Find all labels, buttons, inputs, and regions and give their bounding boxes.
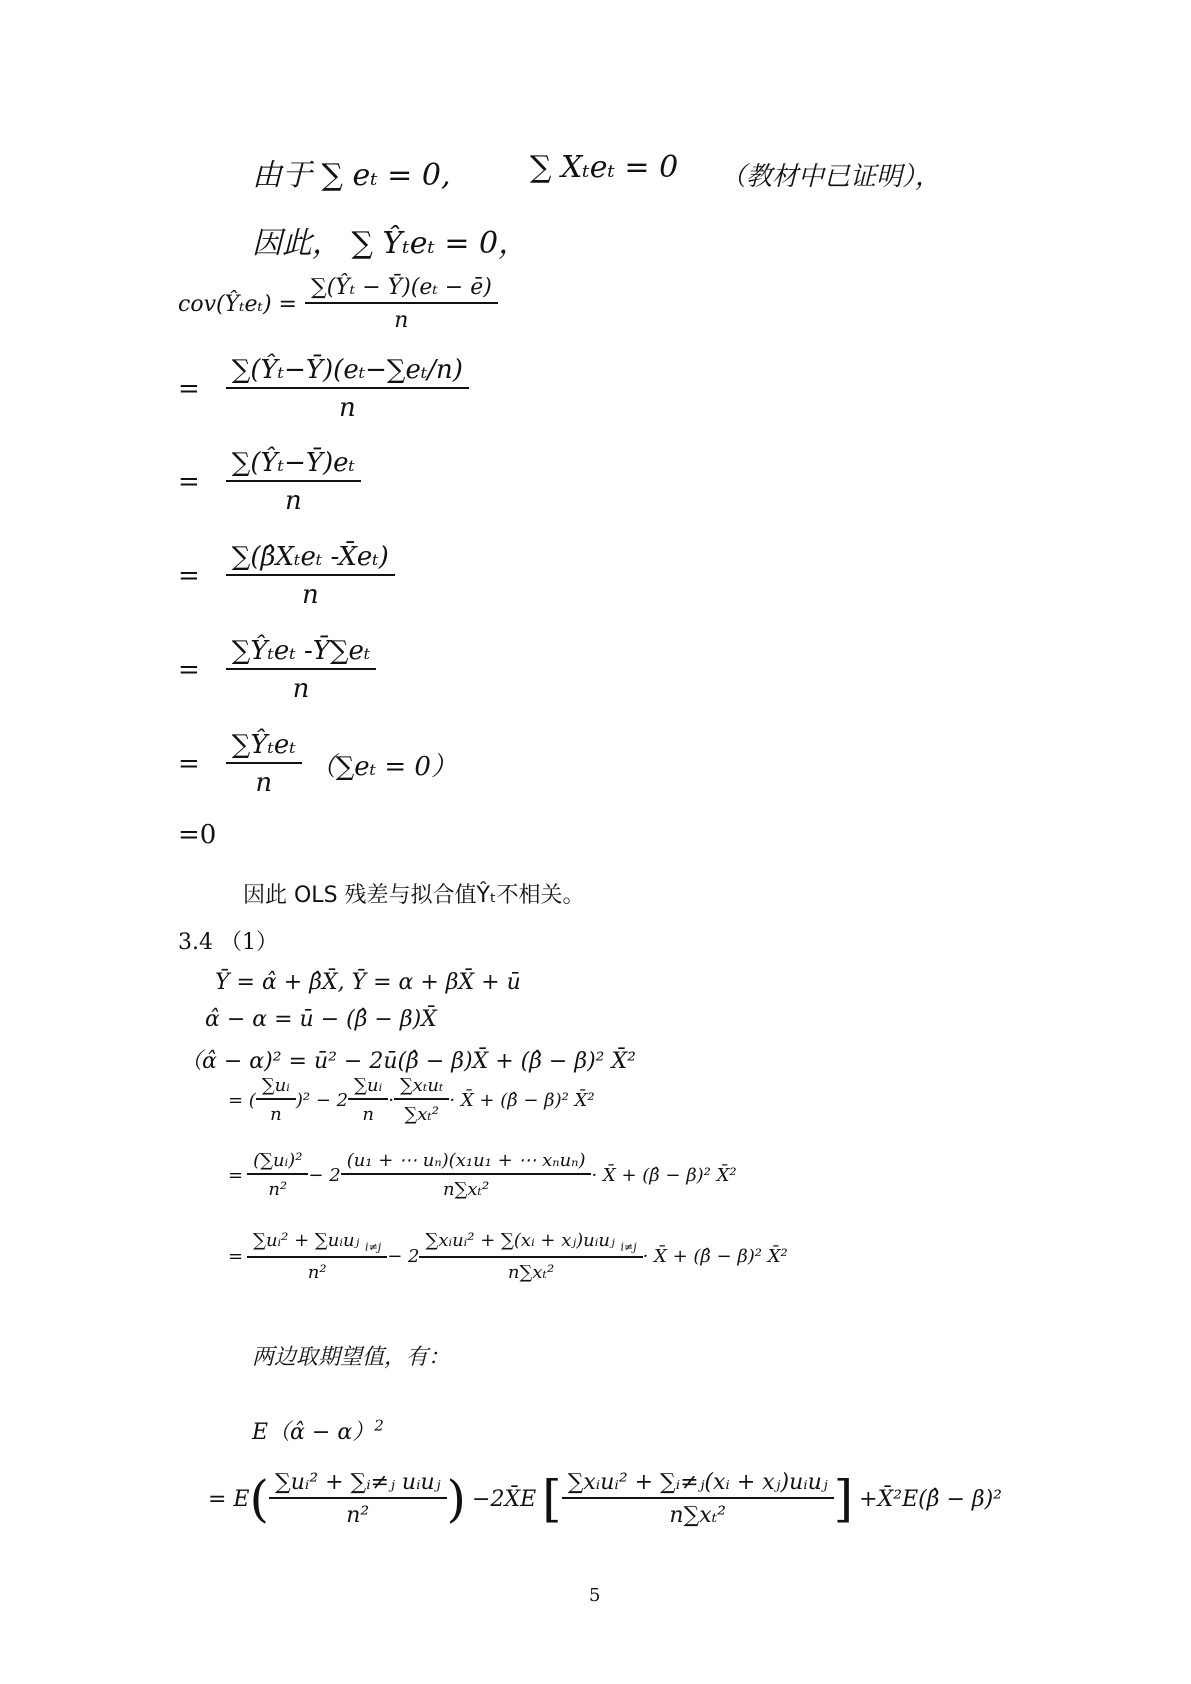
dl4-frac-1-den: n	[270, 1104, 282, 1125]
step-4-numerator: ∑Ŷₜeₜ -Ȳ∑eₜ	[226, 636, 377, 670]
step-2	[178, 448, 361, 516]
dl6-mid: − 2	[387, 1245, 420, 1267]
dl5-mid: − 2	[308, 1164, 341, 1186]
dl4-frac-3-den: ∑xₜ²	[404, 1104, 439, 1125]
sum-residuals-expr: ∑ eₜ = 0,	[321, 158, 451, 193]
cov-fraction	[305, 275, 498, 333]
step-3-denominator: n	[301, 580, 319, 610]
step-5-note: （∑eₜ = 0）	[309, 751, 457, 782]
cov-lhs: cov(Ŷₜeₜ) =	[178, 291, 297, 317]
final-frac-2-den: n∑xₜ²	[669, 1503, 726, 1528]
dl6-frac-1-num-text: ∑uᵢ² + ∑uᵢuⱼ	[253, 1230, 360, 1251]
step-3-numerator: ∑(β̂Xₜeₜ -X̄eₜ)	[226, 542, 395, 576]
right-bracket: ]	[833, 1470, 854, 1528]
left-paren-1: (	[249, 1470, 270, 1528]
dl5-frac-2-num: (u₁ + ⋯ uₙ)(x₁u₁ + ⋯ xₙuₙ)	[341, 1150, 592, 1175]
derivation-line-3: （α̂ − α)² = ū² − 2ū(β̂ − β)X̄ + (β̂ − β)² X̄²	[180, 1049, 636, 1074]
dl4-frac-3-num: ∑xₜuₜ	[394, 1075, 449, 1100]
final-frac-1-num: ∑uᵢ² + ∑ᵢ≠ⱼ uᵢuⱼ	[269, 1470, 446, 1499]
final-eq-sign: = E	[208, 1486, 250, 1512]
step-1-fraction	[226, 355, 469, 423]
sum-xe-expr: ∑ Xₜeₜ = 0	[530, 150, 679, 185]
dl4-frac-1-num: ∑uᵢ	[256, 1075, 296, 1100]
step-4-denominator: n	[292, 674, 310, 704]
dl4-dot: ·	[388, 1089, 394, 1111]
final-frac-2	[562, 1470, 834, 1528]
step-4-fraction	[226, 636, 377, 704]
final-equation	[208, 1470, 1002, 1528]
final-tail: +X̄²E(β̂ − β)²	[859, 1486, 1002, 1512]
expectation-intro: 两边取期望值，有：	[252, 1345, 451, 1370]
step-1-sign: =	[178, 374, 200, 404]
given-line	[252, 150, 450, 194]
dl5-frac-1-num: (∑uᵢ)²	[247, 1150, 308, 1175]
dl6-frac-2-num-text: ∑xᵢuᵢ² + ∑(xᵢ + xⱼ)uᵢuⱼ	[425, 1230, 615, 1251]
step-4	[178, 636, 376, 704]
textbook-note: （教材中已证明），	[720, 162, 942, 192]
step-2-denominator: n	[285, 486, 302, 516]
expectation-lhs-text: E（α̂ − α）	[252, 1420, 375, 1445]
sum-yhat-e-expr: ∑ Ŷₜeₜ = 0，	[351, 226, 529, 261]
dl6-eq: =	[228, 1245, 244, 1267]
step-2-fraction	[226, 448, 361, 516]
step-1	[178, 355, 469, 423]
final-frac-1-den: n²	[346, 1503, 370, 1528]
dl6-frac-1	[247, 1230, 387, 1283]
dl4-frac-3	[394, 1075, 449, 1125]
expectation-lhs	[252, 1415, 384, 1446]
derivation-line-1: Ȳ = α̂ + β̂X̄, Ȳ = α + βX̄ + ū	[215, 970, 521, 995]
step-2-numerator: ∑(Ŷₜ−Ȳ)eₜ	[226, 448, 361, 482]
therefore-prefix: 因此，	[252, 226, 342, 261]
cov-numerator: ∑(Ŷₜ − Ȳ)(eₜ − ē)	[305, 275, 498, 304]
right-paren-1: )	[446, 1470, 467, 1528]
dl6-frac-1-num	[247, 1230, 387, 1258]
dl5-frac-1	[247, 1150, 308, 1200]
dl4-frac-2	[348, 1075, 388, 1125]
page-number: 5	[589, 1585, 601, 1606]
dl5-eq: =	[228, 1164, 244, 1186]
dl5-frac-2-den: n∑xₜ²	[442, 1179, 490, 1200]
final-mid: −2X̄E	[472, 1486, 537, 1512]
step-5-sign: =	[178, 749, 200, 779]
step-5	[178, 730, 457, 798]
conclusion-sentence: 因此 OLS 残差与拟合值Ŷₜ不相关。	[243, 883, 585, 908]
dl6-frac-2-sub: i≠j	[620, 1240, 637, 1254]
step-1-numerator: ∑(Ŷₜ−Ȳ)(eₜ−∑eₜ/n)	[226, 355, 469, 389]
dl6-frac-2-den: n∑xₜ²	[507, 1261, 555, 1283]
dl4-frac-2-num: ∑uᵢ	[348, 1075, 388, 1100]
dl6-frac-2-num	[419, 1230, 642, 1258]
step-5-numerator: ∑Ŷₜeₜ	[226, 730, 302, 764]
step-5-fraction	[226, 730, 302, 798]
therefore-line	[252, 218, 528, 262]
step-3-fraction	[226, 542, 395, 610]
dl6-frac-1-sub: i≠j	[365, 1240, 382, 1254]
final-frac-1	[269, 1470, 446, 1528]
dl4-frac-2-den: n	[362, 1104, 374, 1125]
dl6-frac-2	[419, 1230, 642, 1283]
dl5-tail: · X̄ + (β̂ − β)² X̄²	[591, 1164, 737, 1186]
expectation-lhs-sup: 2	[374, 1416, 384, 1435]
step-5-denominator: n	[255, 768, 273, 798]
dl4-tail: · X̄ + (β̂ − β)² X̄²	[449, 1089, 595, 1111]
cov-definition	[178, 275, 498, 333]
dl4-open: = (	[228, 1089, 256, 1111]
dl5-frac-1-den: n²	[268, 1179, 288, 1200]
left-bracket: [	[542, 1470, 562, 1528]
derivation-line-6	[228, 1230, 788, 1283]
final-zero: =0	[178, 820, 217, 850]
cov-denominator: n	[394, 308, 409, 333]
dl5-frac-2	[341, 1150, 592, 1200]
step-2-sign: =	[178, 467, 200, 497]
derivation-line-5	[228, 1150, 737, 1200]
section-heading: 3.4 （1）	[178, 930, 278, 955]
conclusion-text	[243, 878, 584, 909]
step-3	[178, 542, 395, 610]
derivation-line-4	[228, 1075, 595, 1125]
step-1-denominator: n	[338, 393, 356, 423]
dl4-mid: )² − 2	[295, 1089, 349, 1111]
given-prefix: 由于	[252, 158, 312, 193]
derivation-line-2: α̂ − α = ū − (β̂ − β)X̄	[205, 1007, 437, 1032]
dl6-frac-1-den: n²	[307, 1261, 327, 1283]
step-4-sign: =	[178, 655, 200, 685]
dl4-frac-1	[256, 1075, 296, 1125]
dl6-tail: · X̄ + (β̂ − β)² X̄²	[642, 1245, 788, 1267]
step-3-sign: =	[178, 561, 200, 591]
final-frac-2-num: ∑xᵢuᵢ² + ∑ᵢ≠ⱼ(xᵢ + xⱼ)uᵢuⱼ	[562, 1470, 834, 1499]
